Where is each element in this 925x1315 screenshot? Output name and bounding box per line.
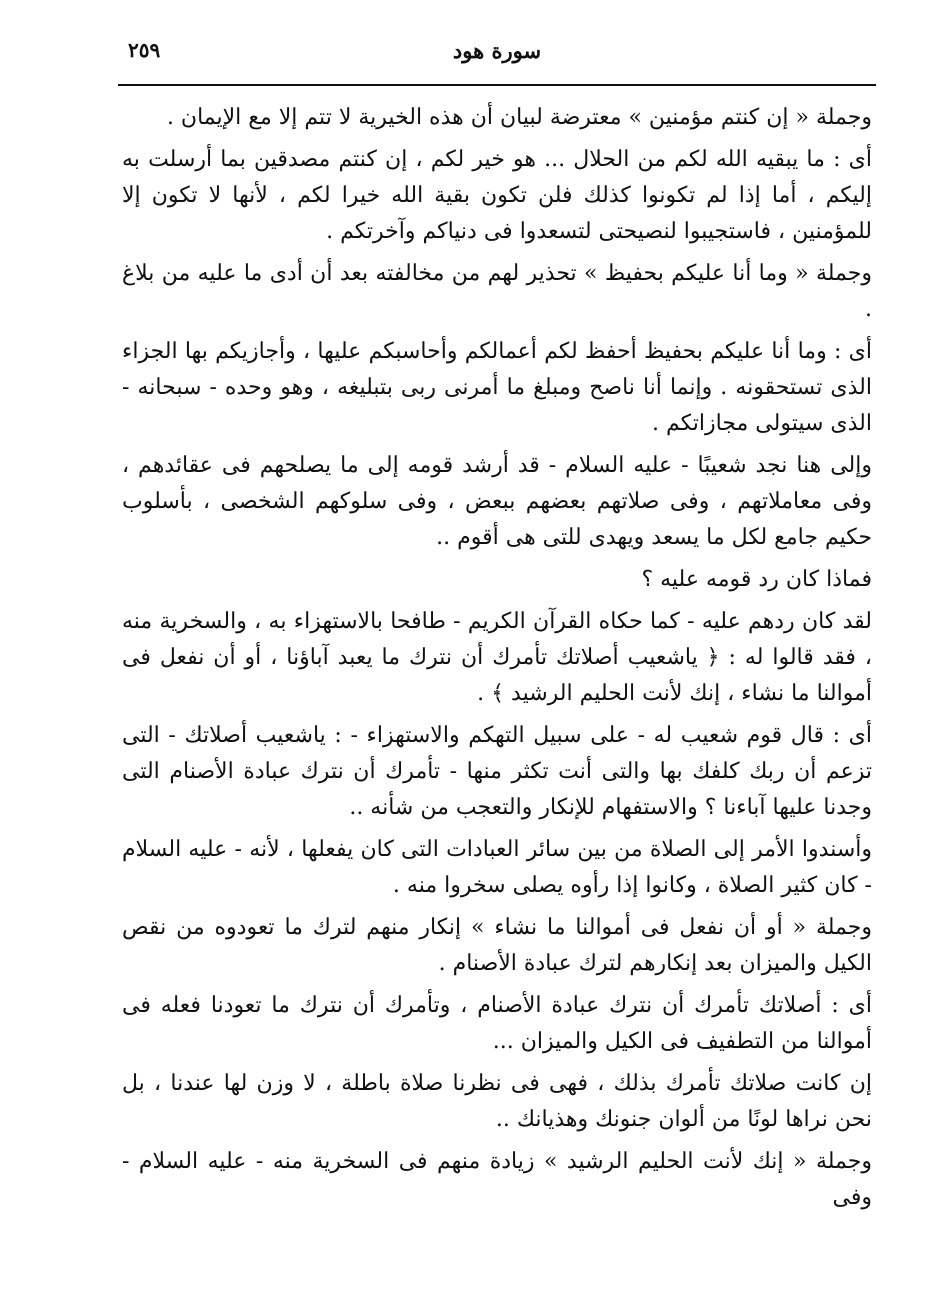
paragraph: وجملة « وما أنا عليكم بحفيظ » تحذير لهم من مخالفته بعد أن أدى ما عليه من بلاغ . [122, 261, 872, 322]
page-number: ٢٥٩ [128, 38, 161, 62]
paragraph: وجملة « أو أن نفعل فى أموالنا ما نشاء » إنكار منهم لترك ما تعودوه من نقص الكيل والميزان بعد إنكارهم لترك عبادة الأصنام . [122, 915, 872, 976]
paragraph: وجملة « إن كنتم مؤمنين » معترضة لبيان أن هذه الخيرية لا تتم إلا مع الإيمان . [166, 105, 872, 130]
running-title: سورة هود [452, 38, 542, 63]
paragraph: أى : ما يبقيه الله لكم من الحلال ... هو خير لكم ، إن كنتم مصدقين بما أرسلت به إليكم ، أما إذا لم تكونوا كذلك فلن تكون بقية الله خيرا لكم ، لأنها لا تكون إلا للمؤمنين ، فاستجيبوا لنصيحتى لتسعدوا فى دنياكم وآخرتكم . [122, 147, 872, 244]
page-header [118, 34, 876, 86]
paragraph: وإلى هنا نجد شعيبًا - عليه السلام - قد أرشد قومه إلى ما يصلحهم فى عقائدهم ، وفى معاملاتهم ، وفى صلاتهم بعضهم ببعض ، وفى سلوكهم الشخصى ، بأسلوب حكيم جامع لكل ما يسعد ويهدى للتى هى أقوم .. [122, 453, 872, 550]
paragraph: أى : أصلاتك تأمرك أن نترك عبادة الأصنام ، وتأمرك أن نترك ما تعودنا فعله فى أموالنا من التطفيف فى الكيل والميزان ... [122, 993, 872, 1054]
paragraph: أى : قال قوم شعيب له - على سبيل التهكم والاستهزاء - : ياشعيب أصلاتك - التى تزعم أن ربك كلفك بها والتى أنت تكثر منها - تأمرك أن نترك عبادة الأصنام التى وجدنا عليها آباءنا ؟ والاستفهام للإنكار والتعجب من شأنه .. [122, 723, 872, 820]
header-rule [118, 84, 876, 86]
page-body [122, 100, 872, 1222]
paragraph: إن كانت صلاتك تأمرك بذلك ، فهى فى نظرنا صلاة باطلة ، لا وزن لها عندنا ، بل نحن نراها لونًا من ألوان جنونك وهذيانك .. [122, 1071, 872, 1132]
paragraph: أى : وما أنا عليكم بحفيظ أحفظ لكم أعمالكم وأحاسبكم عليها ، وأجازيكم بها الجزاء الذى تستحقونه . وإنما أنا ناصح ومبلغ ما أمرنى ربى بتبليغه ، وهو وحده - سبحانه - الذى سيتولى مجازاتكم . [122, 339, 872, 436]
paragraph: لقد كان ردهم عليه - كما حكاه القرآن الكريم - طافحا بالاستهزاء به ، والسخرية منه ، فقد قالوا له : ﴿ ياشعيب أصلاتك تأمرك أن نترك ما يعبد آباؤنا ، أو أن نفعل فى أموالنا ما نشاء ، إنك لأنت الحليم الرشيد ﴾ . [122, 609, 872, 706]
paragraph: وأسندوا الأمر إلى الصلاة من بين سائر العبادات التى كان يفعلها ، لأنه - عليه السلام - كان كثير الصلاة ، وكانوا إذا رأوه يصلى سخروا منه . [122, 837, 872, 898]
paragraph: وجملة « إنك لأنت الحليم الرشيد » زيادة منهم فى السخرية منه - عليه السلام - وفى [122, 1149, 872, 1210]
paragraph: فماذا كان رد قومه عليه ؟ [641, 567, 872, 592]
